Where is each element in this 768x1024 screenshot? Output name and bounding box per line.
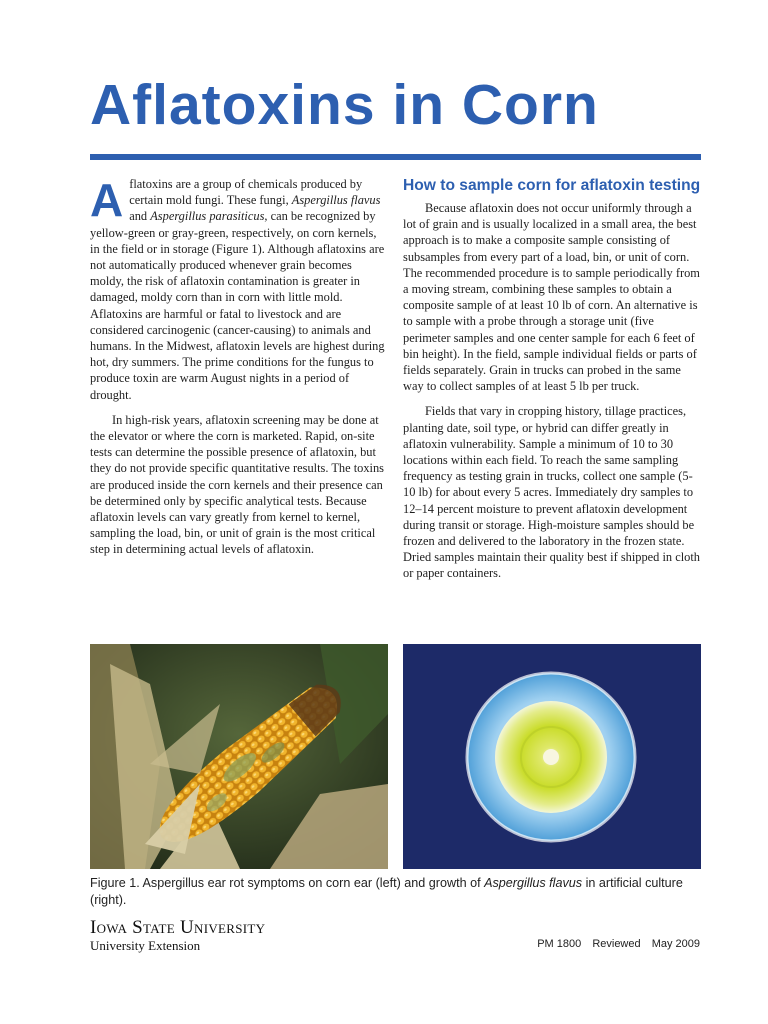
intro-text-3: , can be recognized by yellow-green or gray-green, respectively, on corn kernels, in the field or in storage (Figure 1). Although aflatoxins are not automatically produced whenever grain becomes moldy, the risk of aflatoxin contamination is greater in damaged, moldy corn than in corn with little mold. Aflatoxins are harmful or fatal to livestock and are considered carcinogenic (cancer-causing) to animals and humans. In the Midwest, aflatoxin levels are highest during hot, dry summers. The prime conditions for the fungus to produce toxin are warm August nights in a period of drought. bbox=[90, 209, 385, 402]
caption-text-2: in artificial culture (right). bbox=[90, 876, 683, 907]
culture-dish-photo bbox=[403, 644, 701, 869]
figure-caption bbox=[90, 875, 710, 909]
publication-date: May 2009 bbox=[651, 938, 700, 950]
university-name: Iowa State University bbox=[90, 917, 266, 938]
drop-cap: A bbox=[90, 174, 124, 226]
publication-info bbox=[529, 938, 700, 950]
page-title: Aflatoxins in Corn bbox=[90, 73, 599, 137]
university-logo bbox=[90, 917, 265, 939]
university-extension: University Extension bbox=[90, 938, 201, 953]
right-column bbox=[403, 176, 701, 591]
caption-species: Aspergillus flavus bbox=[484, 876, 583, 890]
corn-ear-photo bbox=[90, 644, 388, 869]
sampling-paragraph-1: Because aflatoxin does not occur uniformly through a lot of grain and is usually localized in a small area, the best approach is to make a composite sample consisting of subsamples from every part of a load, bin, or unit of corn. The recommended procedure is to sample periodically from a moving stream, combining these samples to obtain a composite sample of at least 10 lb of corn. An alternative is to sample with a probe through a storage unit (five perimeter samples and one center sample for each 6 feet of bin height). In the field, sample individual fields or parts of fields separately. Grain in trucks can probed in the same way to collect samples of at least 5 lb per truck. bbox=[403, 201, 700, 394]
publication-code: PM 1800 bbox=[537, 938, 582, 950]
intro-paragraph bbox=[90, 176, 388, 403]
screening-paragraph: In high-risk years, aflatoxin screening may be done at the elevator or where the corn is marketed. Rapid, on-site tests can determine the possible presence of aflatoxin, but they do not provide specific quantitative results. The toxins are produced inside the corn kernels and their presence can be determined only by specific analytical tests. Because aflatoxin levels can vary greatly from kernel to kernel, sampling the load, bin, or unit of grain is the most critical step in determining actual levels of aflatoxin. bbox=[90, 412, 384, 557]
intro-text-1: flatoxins are a group of chemicals produced by certain mold fungi. These fungi, bbox=[129, 177, 363, 208]
species-name-parasiticus: Aspergillus parasiticus bbox=[150, 209, 265, 224]
sampling-paragraph-2: Fields that vary in cropping history, tillage practices, planting date, soil type, or hybrid can differ greatly in aflatoxin vulnerability. Sample a minimum of 10 to 30 locations within each field. To reach the same sampling frequency as testing grain in trucks, collect one sample (5-10 lb) for about every 5 acres. Immediately dry samples to 12–14 percent moisture to prevent aflatoxin development during transit or storage. High-moisture samples should be frozen and delivered to the laboratory in the frozen state. Dried samples maintain their quality best if shipped in cloth or paper containers. bbox=[403, 404, 700, 581]
review-status: Reviewed bbox=[592, 938, 641, 950]
section-heading: How to sample corn for aflatoxin testing bbox=[403, 177, 701, 194]
intro-text-2: and bbox=[129, 209, 151, 224]
caption-text-1: Figure 1. Aspergillus ear rot symptoms on corn ear (left) and growth of bbox=[90, 876, 485, 890]
left-column bbox=[90, 176, 388, 567]
title-rule bbox=[90, 154, 701, 160]
species-name-flavus: Aspergillus flavus bbox=[291, 193, 381, 208]
